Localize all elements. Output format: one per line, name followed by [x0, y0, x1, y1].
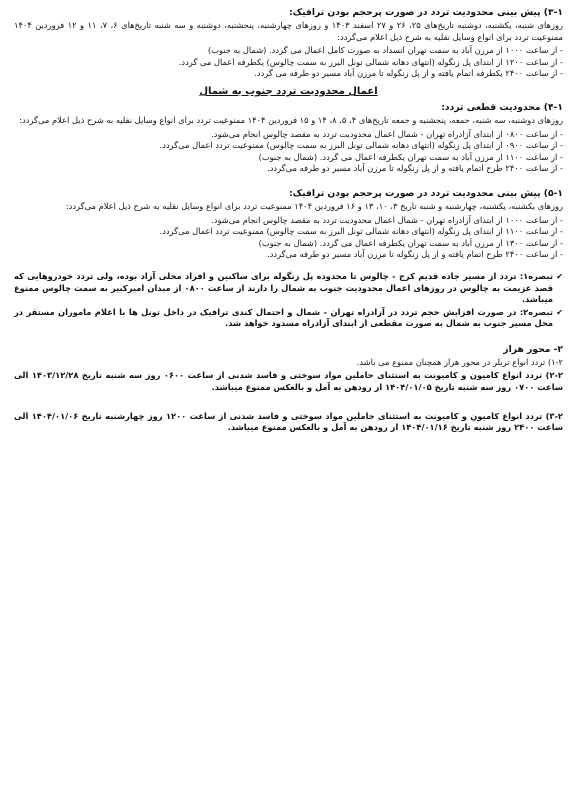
haraz-item-3: ۳-۲) تردد انواع کامیون و کامیونت به استثنای حاملین مواد سوختی و فاسد شدنی از ساعت ۱۲۰۰ روز چهارشنبه تاریخ ۱۴۰۴/۰۱/۰۶ الی ساعت ۲۴۰۰ روز شنبه تاریخ ۱۴۰۴/۰۱/۱۶ از رودهن به آمل و بالعکس ممنوع میباشد.	[14, 410, 563, 433]
section-title-haraz: ۲- محور هراز	[503, 343, 563, 355]
section-title-5-1: ۵-۱) پیش بینی محدودیت تردد در صورت پرحجم بودن ترافیک:	[289, 187, 563, 199]
list-item: - از ساعت ۱۰۰۰ از مرزن آباد به سمت تهران انسداد به صورت کامل اعمال می گردد. (شمال به جنوب)	[207, 45, 563, 56]
haraz-item-2: ۲-۲) تردد انواع کامیون و کامیونت به استثنای حاملین مواد سوختی و فاسد شدنی از ساعت ۰۶۰۰ روز سه شنبه تاریخ ۱۴۰۳/۱۲/۲۸ الی ساعت ۰۷۰۰ روز سه شنبه تاریخ ۱۴۰۴/۰۱/۰۵ از رودهن به آمل و بالعکس ممنوع میباشد.	[14, 370, 563, 393]
section-title-4-1: ۴-۱) محدودیت قطعی تردد:	[441, 101, 563, 113]
checkmark-icon: ✔	[556, 271, 563, 281]
haraz-item-1: ۱-۲) تردد انواع تریلر در محور هراز همچنان ممنوع می باشد.	[356, 356, 563, 367]
list-item: - از ساعت ۱۱۰۰ از ابتدای پل زنگوله (انتهای دهانه شمالی تونل البرز به سمت چالوس) ممنوعیت تردد اعمال می‌گردد.	[159, 226, 563, 237]
note-2	[14, 307, 563, 330]
list-item: - از ساعت ۱۳۰۰ از مرزن آباد به سمت تهران یکطرفه اعمال می گردد. (شمال به جنوب)	[258, 237, 563, 248]
list-item: - از ساعت ۰۹۰۰ از ابتدای پل زنگوله (انتهای دهانه شمالی تونل البرز به سمت چالوس) ممنوعیت تردد اعمال می‌گردد.	[159, 140, 563, 151]
section-intro-4-1: روزهای دوشنبه، سه شنبه، جمعه، پنجشنبه و جمعه تاریخ‌های ۴، ۵، ۸، ۱۴ و ۱۵ فروردین ۱۴۰۴ ممنوعیت تردد برای انواع وسایل نقلیه به شرح ذیل اعلام می‌گردد:	[19, 114, 563, 125]
note-text: تبصره۲: در صورت افزایش حجم تردد در آزادراه تهران - شمال و احتمال کندی ترافیک در داخل تونل ها با اعلام ماموران مستقر در محل مسیر جنوب به شمال به صورت مقطعی از ابتدای آزادراه مسدود خواهد شد.	[14, 306, 553, 329]
list-item: - از ساعت ۲۴۰۰ یکطرفه اتمام یافته و از پل زنگوله تا مرزن آباد مسیر دو طرفه می گردد.	[254, 68, 563, 79]
section-intro-5-1: روزهای یکشنبه، یکشنبه، چهارشنبه و شنبه تاریخ ۳، ۱۰، ۱۳ و ۱۶ فروردین ۱۴۰۴ ممنوعیت تردد برای انواع وسایل نقلیه به شرح ذیل اعلام می‌گردد:	[65, 200, 563, 211]
list-item: - از ساعت ۱۲۰۰ از ابتدای پل زنگوله (انتهای دهانه شمالی تونل البرز به سمت چالوس) یکطرفه اعمال می گردد.	[178, 56, 563, 67]
checkmark-icon: ✔	[556, 307, 563, 317]
note-text: تبصره۱: تردد از مسیر جاده قدیم کرج - چالوس تا محدوده پل زنگوله برای ساکنین و افراد محلی آزاد بوده، ولی تردد خودروهایی که قصد عزیمت به چالوس در روزهای اعمال محدودیت جنوب به شمال را دارند از ساعت ۰۸۰۰ از میدان امیرکبیر به سمت چالوس ممنوع میباشد.	[14, 270, 553, 305]
section-title-3-1: ۳-۱) پیش بینی محدودیت تردد در صورت پرحجم بودن ترافیک:	[289, 7, 563, 18]
section-intro-3-1: روزهای شنبه، یکشنبه، دوشنبه تاریخ‌های ۲۵، ۲۶ و ۲۷ اسفند ۱۴۰۳ و روزهای چهارشنبه، پنجشنبه، دوشنبه و سه شنبه تاریخ‌های ۶، ۷، ۱۱ و ۱۲ فروردین ۱۴۰۴ ممنوعیت تردد برای انواع وسایل نقلیه به شرح ذیل اعلام می‌گردد:	[14, 20, 563, 42]
list-item: - از ساعت ۰۸۰۰ از ابتدای آزادراه تهران - شمال اعمال محدودیت تردد به مقصد چالوس انجام می‌شود.	[211, 128, 563, 139]
note-1	[14, 271, 563, 306]
document-page	[0, 4, 575, 436]
list-item: - از ساعت ۲۴۰۰ طرح اتمام یافته و از پل زنگوله تا مرزن آباد مسیر دو طرفه می‌گردد.	[267, 249, 563, 260]
list-item: - از ساعت ۱۰۰۰ از ابتدای آزادراه تهران - شمال اعمال محدودیت تردد به مقصد چالوس انجام می‌شود.	[211, 214, 563, 225]
center-heading: اعمال محدودیت تردد جنوب به شمال	[199, 85, 378, 97]
list-item: - از ساعت ۲۴۰۰ طرح اتمام یافته و از پل زنگوله تا مرزن آباد مسیر دو طرفه می‌گردد.	[267, 163, 563, 174]
list-item: - از ساعت ۱۱۰۰ از مرزن آباد به سمت تهران یکطرفه اعمال می گردد. (شمال به جنوب)	[258, 151, 563, 162]
